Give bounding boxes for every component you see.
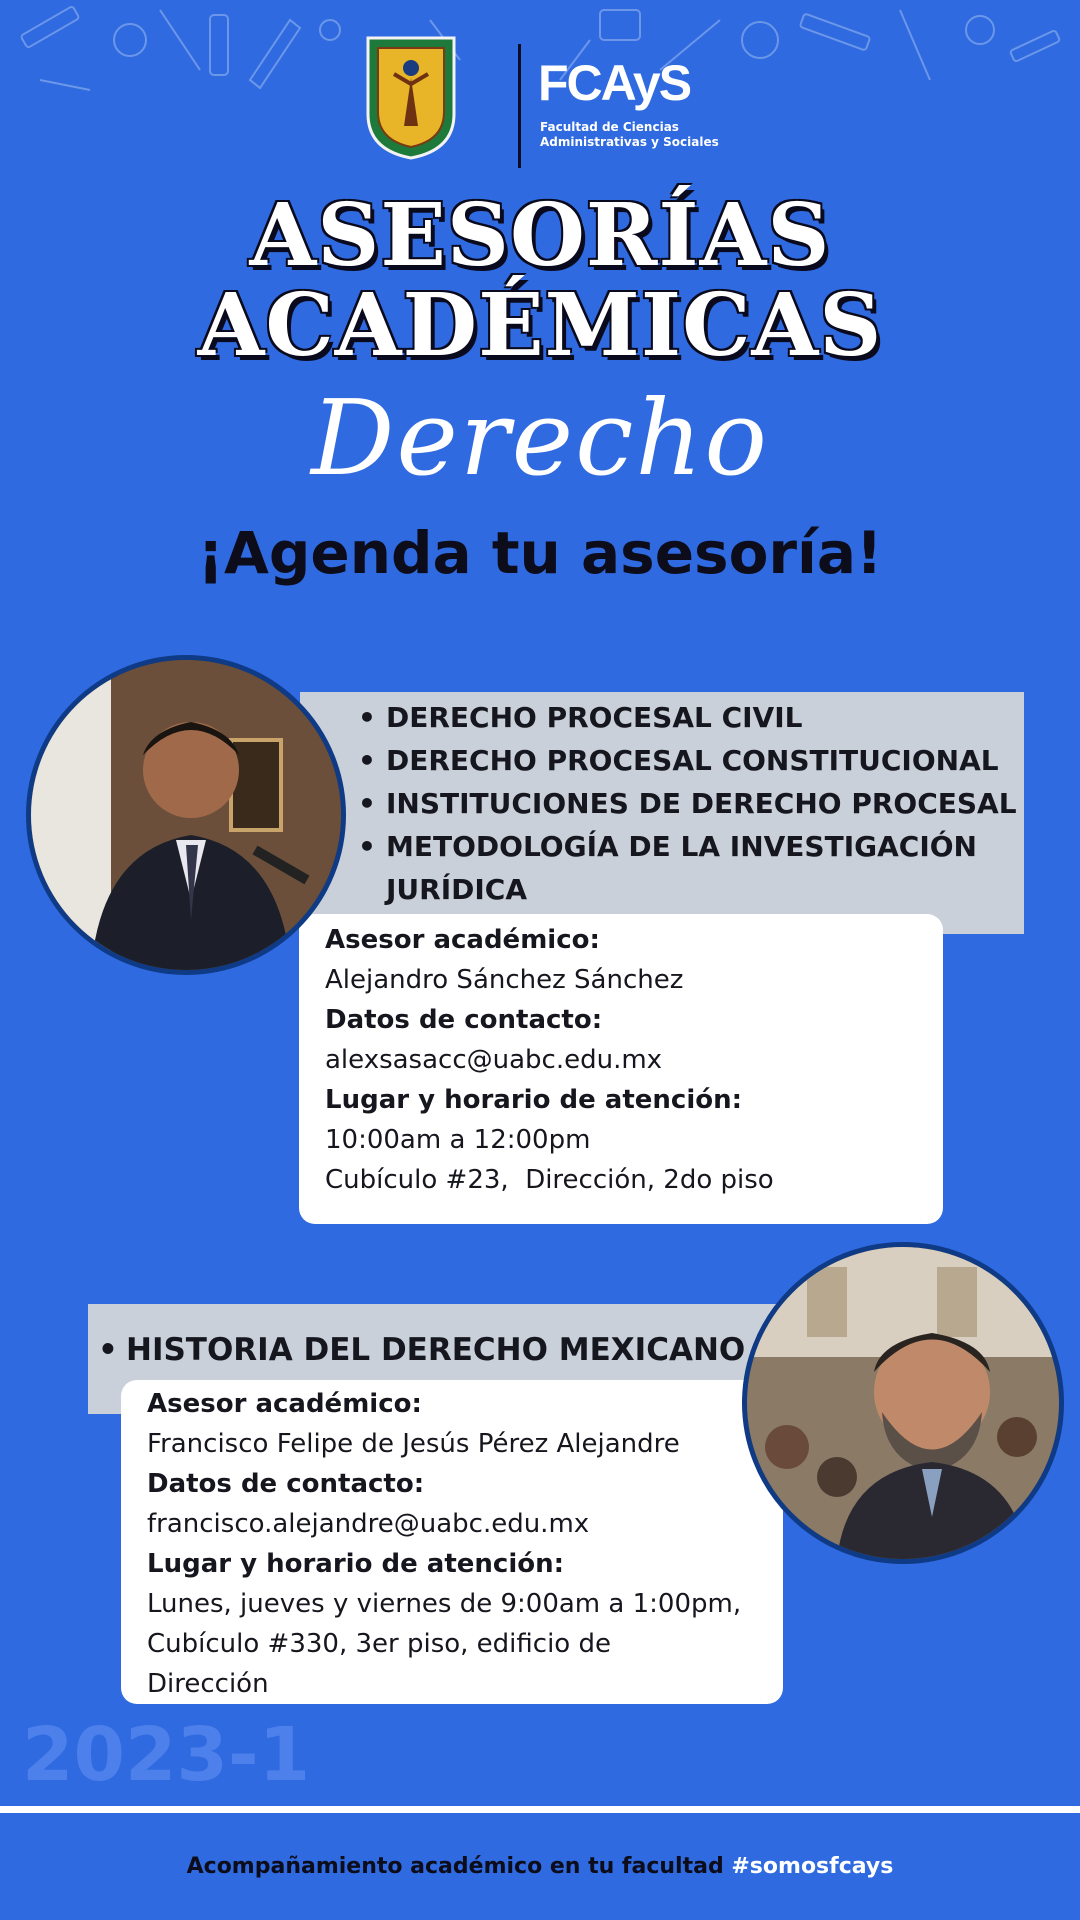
- title-line-1: ASESORÍAS: [249, 185, 831, 286]
- advisor-email[interactable]: francisco.alejandre@uabc.edu.mx: [147, 1509, 590, 1539]
- subject-item: • INSTITUCIONES DE DERECHO PROCESAL: [348, 782, 1028, 825]
- period-watermark: 2023-1: [22, 1712, 311, 1798]
- fcays-logo-subtitle: Facultad de Ciencias Administrativas y Sociales: [540, 120, 719, 149]
- schedule-line: Dirección: [147, 1669, 269, 1699]
- advisor-name: Alejandro Sánchez Sánchez: [325, 965, 684, 995]
- logo-divider: [518, 44, 521, 168]
- contact-label: Datos de contacto:: [147, 1469, 425, 1499]
- schedule-label: Lugar y horario de atención:: [325, 1085, 743, 1115]
- subject-item: • HISTORIA DEL DERECHO MEXICANO: [88, 1326, 788, 1374]
- advisor-photo-2: [742, 1242, 1064, 1564]
- footer-text: [0, 1850, 1080, 1884]
- schedule-line: 10:00am a 12:00pm: [325, 1125, 591, 1155]
- advisor-name: Francisco Felipe de Jesús Pérez Alejandre: [147, 1429, 680, 1459]
- subject-item: • METODOLOGÍA DE LA INVESTIGACIÓN JURÍDICA: [348, 825, 1028, 911]
- fcays-logo: FCAyS: [538, 55, 691, 111]
- schedule-line: Cubículo #330, 3er piso, edificio de: [147, 1629, 611, 1659]
- advisor-card-2: [121, 1380, 783, 1704]
- advisor-label: Asesor académico:: [325, 925, 600, 955]
- advisor-email[interactable]: alexsasacc@uabc.edu.mx: [325, 1045, 663, 1075]
- subject-item: • DERECHO PROCESAL CONSTITUCIONAL: [348, 739, 1028, 782]
- schedule-line: Lunes, jueves y viernes de 9:00am a 1:00pm,: [147, 1589, 742, 1619]
- advisor-photo-1: [26, 655, 346, 975]
- university-seal-logo: [364, 34, 458, 160]
- advisor-photo-1-image: [31, 660, 341, 970]
- footer-divider: [0, 1806, 1080, 1813]
- program-name: Derecho: [310, 377, 770, 499]
- advisor-photo-2-image: [747, 1247, 1059, 1559]
- footer-hashtag[interactable]: #somosfcays: [731, 1854, 894, 1879]
- footer-message: Acompañamiento académico en tu facultad: [186, 1854, 724, 1879]
- subject-item: • DERECHO PROCESAL CIVIL: [348, 696, 1028, 739]
- call-to-action: ¡Agenda tu asesoría!: [197, 519, 883, 587]
- subjects-list-2: [88, 1326, 788, 1374]
- schedule-line: Cubículo #23, Dirección, 2do piso: [325, 1165, 774, 1195]
- subjects-list-1: [348, 696, 1028, 911]
- schedule-label: Lugar y horario de atención:: [147, 1549, 565, 1579]
- advisor-card-1: [299, 914, 943, 1224]
- contact-label: Datos de contacto:: [325, 1005, 603, 1035]
- advisor-label: Asesor académico:: [147, 1389, 422, 1419]
- title-line-2: ACADÉMICAS: [197, 275, 883, 376]
